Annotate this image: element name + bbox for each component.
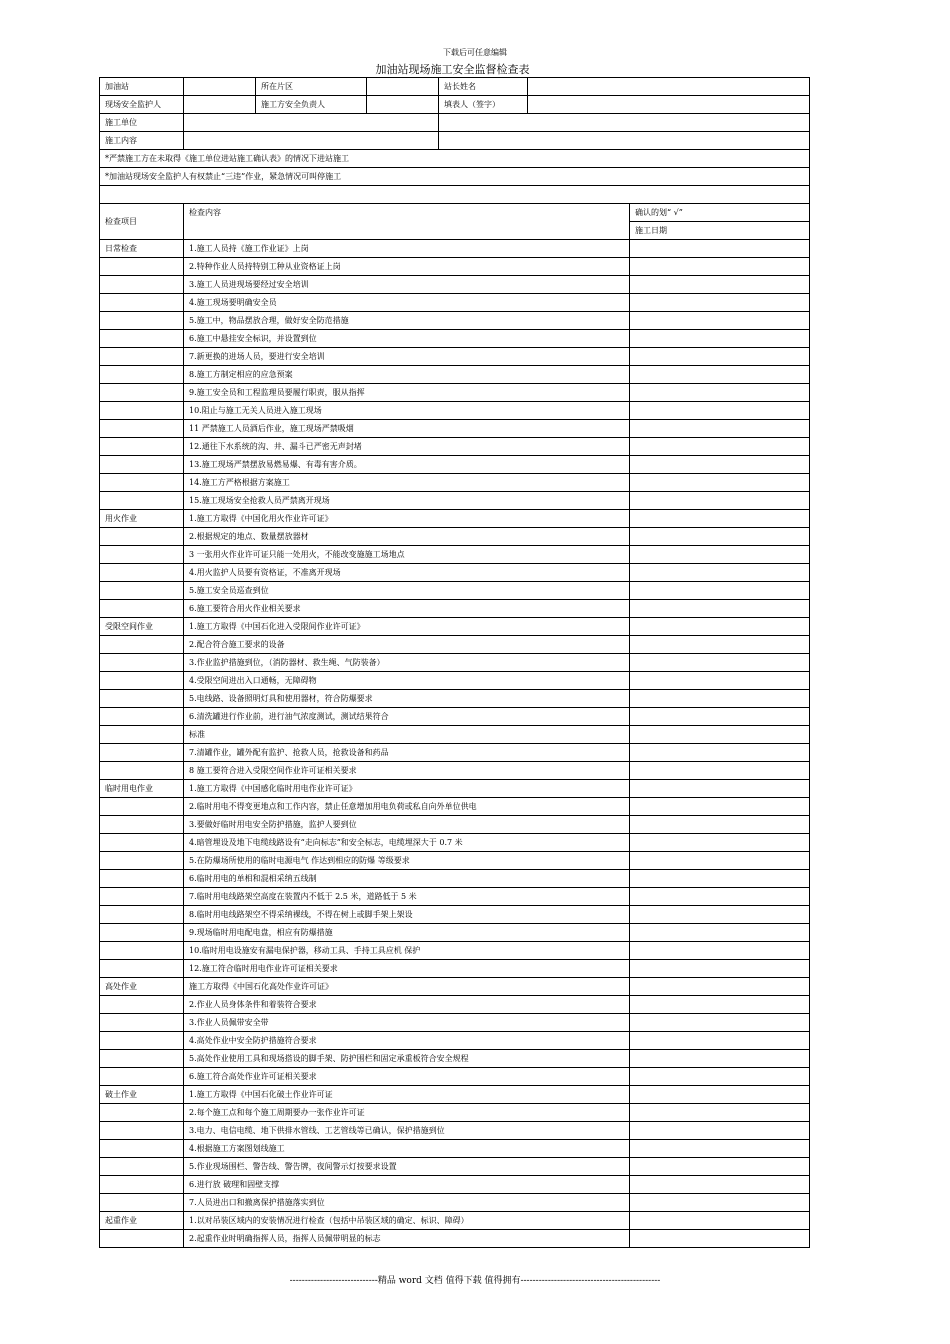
check-item: 5.电线路、设备照明灯具和使用器材，符合防爆要求 [184, 690, 630, 708]
check-item: 1.施工方取得《中国感化临时用电作业许可证》 [184, 780, 630, 798]
section-cell [100, 708, 184, 726]
table-row [100, 438, 810, 456]
confirm-cell[interactable] [630, 1050, 810, 1068]
confirm-cell[interactable] [630, 888, 810, 906]
confirm-cell[interactable] [630, 348, 810, 366]
table-row [100, 1032, 810, 1050]
check-item: 1.施工人员持《施工作业证》上岗 [184, 240, 630, 258]
check-item: 4.受限空间进出入口通畅，无障碍物 [184, 672, 630, 690]
table-row [100, 1050, 810, 1068]
table-row [100, 258, 810, 276]
table-row [100, 474, 810, 492]
confirm-cell[interactable] [630, 1230, 810, 1248]
check-item: 3.施工人员进现场要经过安全培训 [184, 276, 630, 294]
check-item: 标准 [184, 726, 630, 744]
document-title: 加油站现场施工安全监督检查表 [375, 63, 530, 76]
table-row [100, 726, 810, 744]
table-row [100, 312, 810, 330]
section-cell [100, 1032, 184, 1050]
confirm-cell[interactable] [630, 1158, 810, 1176]
check-item: 14.施工方严格根据方案施工 [184, 474, 630, 492]
confirm-cell[interactable] [630, 870, 810, 888]
check-item: 6.施工中悬挂安全标识，并设置到位 [184, 330, 630, 348]
spacer-row [100, 186, 810, 204]
check-item: 5.施工中，物品摆放合理，做好安全防范措施 [184, 312, 630, 330]
section-cell [100, 492, 184, 510]
content-label: 施工内容 [100, 132, 184, 150]
check-item: 10.临时用电设施安有漏电保护器，移动工具、手持工具应机 保护 [184, 942, 630, 960]
table-row [100, 1014, 810, 1032]
section-cell [100, 312, 184, 330]
confirm-cell[interactable] [630, 960, 810, 978]
check-item: 1.施工方取得《中国化用火作业许可证》 [184, 510, 630, 528]
column-header-item: 检查项目 [100, 204, 184, 240]
table-row [100, 294, 810, 312]
table-row [100, 1176, 810, 1194]
check-item: 6.进行放 破理和固壁支撑 [184, 1176, 630, 1194]
confirm-cell[interactable] [630, 1032, 810, 1050]
confirm-cell[interactable] [630, 1104, 810, 1122]
confirm-cell[interactable] [630, 924, 810, 942]
check-item: 6.施工符合高处作业许可证相关要求 [184, 1068, 630, 1086]
confirm-cell[interactable] [630, 852, 810, 870]
check-item: 4.根据施工方案图划线施工 [184, 1140, 630, 1158]
confirm-cell[interactable] [630, 600, 810, 618]
table-row [100, 906, 810, 924]
confirm-cell[interactable] [630, 636, 810, 654]
check-item: 1.施工方取得《中国石化破土作业许可证 [184, 1086, 630, 1104]
section-name: 受限空间作业 [100, 618, 184, 636]
section-cell [100, 1050, 184, 1068]
unit-value[interactable] [184, 114, 439, 132]
check-item: 4.施工现场要明确安全员 [184, 294, 630, 312]
table-row [100, 636, 810, 654]
content-value[interactable] [184, 132, 439, 150]
section-cell [100, 996, 184, 1014]
footer-text: -----------------------------精品 word 文档 值得下载 值得拥有---------------------------------------------- [289, 1276, 661, 1286]
check-item: 3.作业人员佩带安全带 [184, 1014, 630, 1032]
section-cell [100, 564, 184, 582]
table-row [100, 942, 810, 960]
check-item: 7.临时用电线路架空高度在装置内不低于 2.5 米，道路低于 5 米 [184, 888, 630, 906]
confirm-cell[interactable] [630, 312, 810, 330]
table-row [100, 402, 810, 420]
check-item: 6.清洗罐进行作业前，进行油气浓度测试，测试结果符合 [184, 708, 630, 726]
table-row [100, 816, 810, 834]
section-cell [100, 366, 184, 384]
table-row [100, 708, 810, 726]
confirm-cell[interactable] [630, 402, 810, 420]
check-item: 3.要做好临时用电安全防护措施，监护人要到位 [184, 816, 630, 834]
section-cell [100, 276, 184, 294]
table-row [100, 420, 810, 438]
column-header-confirm: 确认的划“ √” [630, 204, 810, 222]
check-item: 12.施工符合临时用电作业许可证相关要求 [184, 960, 630, 978]
check-item: 8.施工方制定相应的应急预案 [184, 366, 630, 384]
section-cell [100, 762, 184, 780]
check-item: 7.清罐作业，罐外配有监护、抢救人员，抢救设备和药品 [184, 744, 630, 762]
table-row [100, 1194, 810, 1212]
section-cell [100, 582, 184, 600]
table-row [100, 744, 810, 762]
section-cell [100, 600, 184, 618]
table-row [100, 960, 810, 978]
table-row [100, 510, 810, 528]
section-cell [100, 1176, 184, 1194]
section-name: 高处作业 [100, 978, 184, 996]
filler-label: 填表人（签字） [439, 96, 528, 114]
contractor-safety-value[interactable] [367, 96, 439, 114]
table-row [100, 780, 810, 798]
confirm-cell[interactable] [630, 1068, 810, 1086]
confirm-cell[interactable] [630, 492, 810, 510]
section-cell [100, 798, 184, 816]
confirm-cell[interactable] [630, 726, 810, 744]
confirm-cell[interactable] [630, 582, 810, 600]
table-row [100, 672, 810, 690]
section-cell [100, 402, 184, 420]
confirm-cell[interactable] [630, 276, 810, 294]
section-cell [100, 1068, 184, 1086]
check-item: 2.作业人员身体条件和着装符合要求 [184, 996, 630, 1014]
check-item: 5.作业现场围栏、警告线、警告牌，夜间警示灯按要求设置 [184, 1158, 630, 1176]
confirm-cell[interactable] [630, 708, 810, 726]
section-cell [100, 726, 184, 744]
table-row [100, 492, 810, 510]
check-item: 5.高处作业使用工具和现场搭设的脚手架、防护围栏和固定承重板符合安全规程 [184, 1050, 630, 1068]
note-1: *严禁施工方在未取得《施工单位进站施工确认表》的情况下进站施工 [100, 150, 810, 168]
confirm-cell[interactable] [630, 330, 810, 348]
table-row [100, 798, 810, 816]
check-item: 10.阻止与施工无关人员进入施工现场 [184, 402, 630, 420]
confirm-cell[interactable] [630, 834, 810, 852]
check-item: 6.施工要符合用火作业相关要求 [184, 600, 630, 618]
section-cell [100, 654, 184, 672]
confirm-cell[interactable] [630, 1086, 810, 1104]
section-cell [100, 1230, 184, 1248]
section-cell [100, 258, 184, 276]
section-cell [100, 474, 184, 492]
check-item: 2.配合符合施工要求的设备 [184, 636, 630, 654]
check-item: 3.电力、电信电缆、地下供排水管线、工艺管线等已确认，保护措施到位 [184, 1122, 630, 1140]
confirm-cell[interactable] [630, 474, 810, 492]
section-cell [100, 528, 184, 546]
table-row [100, 528, 810, 546]
section-name: 临时用电作业 [100, 780, 184, 798]
section-cell [100, 420, 184, 438]
confirm-cell[interactable] [630, 1122, 810, 1140]
area-label: 所在片区 [256, 78, 367, 96]
table-row [100, 600, 810, 618]
confirm-cell[interactable] [630, 690, 810, 708]
confirm-cell[interactable] [630, 528, 810, 546]
table-row [100, 564, 810, 582]
check-item: 8.临时用电线路架空不得采纳裸线，不得在树上或脚手架上架设 [184, 906, 630, 924]
confirm-cell[interactable] [630, 258, 810, 276]
section-cell [100, 690, 184, 708]
section-cell [100, 888, 184, 906]
check-item: 11 严禁施工人员酒后作业，施工现场严禁吸烟 [184, 420, 630, 438]
confirm-cell[interactable] [630, 384, 810, 402]
check-item: 5.施工安全员巡查到位 [184, 582, 630, 600]
table-row [100, 546, 810, 564]
confirm-cell[interactable] [630, 996, 810, 1014]
section-cell [100, 870, 184, 888]
section-cell [100, 834, 184, 852]
confirm-cell[interactable] [630, 1014, 810, 1032]
monitor-label: 现场安全监护人 [100, 96, 184, 114]
confirm-cell[interactable] [630, 816, 810, 834]
check-item: 6.临时用电的单相和混相采纳五线制 [184, 870, 630, 888]
check-item: 7.人员进出口和撤离保护措施落实到位 [184, 1194, 630, 1212]
confirm-cell[interactable] [630, 510, 810, 528]
section-name: 日常检查 [100, 240, 184, 258]
confirm-cell[interactable] [630, 942, 810, 960]
section-name: 破土作业 [100, 1086, 184, 1104]
table-row [100, 834, 810, 852]
confirm-cell[interactable] [630, 1212, 810, 1230]
table-row [100, 690, 810, 708]
section-cell [100, 636, 184, 654]
manager-label: 站长姓名 [439, 78, 528, 96]
check-item: 15.施工现场安全抢救人员严禁离开现场 [184, 492, 630, 510]
confirm-cell[interactable] [630, 618, 810, 636]
table-row [100, 1140, 810, 1158]
section-cell [100, 1014, 184, 1032]
section-cell [100, 960, 184, 978]
confirm-cell[interactable] [630, 420, 810, 438]
confirm-cell[interactable] [630, 906, 810, 924]
section-cell [100, 438, 184, 456]
column-header-content: 检查内容 [184, 204, 630, 240]
section-cell [100, 1158, 184, 1176]
table-row [100, 996, 810, 1014]
content-extra[interactable] [439, 132, 810, 150]
monitor-value[interactable] [184, 96, 256, 114]
section-cell [100, 294, 184, 312]
table-row [100, 654, 810, 672]
section-cell [100, 1140, 184, 1158]
unit-label: 施工单位 [100, 114, 184, 132]
confirm-cell[interactable] [630, 762, 810, 780]
area-value[interactable] [367, 78, 439, 96]
contractor-safety-label: 施工方安全负责人 [256, 96, 367, 114]
confirm-cell[interactable] [630, 1176, 810, 1194]
table-row [100, 384, 810, 402]
check-item: 9.施工安全员和工程监理员要履行职责，服从指挥 [184, 384, 630, 402]
confirm-cell[interactable] [630, 978, 810, 996]
confirm-cell[interactable] [630, 438, 810, 456]
check-item: 9.现场临时用电配电盘，相应有防爆措施 [184, 924, 630, 942]
section-name: 起重作业 [100, 1212, 184, 1230]
check-item: 8 施工要符合进入受限空间作业许可证相关要求 [184, 762, 630, 780]
check-item: 4.用火监护人员要有资格证，不准离开现场 [184, 564, 630, 582]
check-item: 12.通往下水系统的沟、井、漏斗已严密无声封堵 [184, 438, 630, 456]
table-row [100, 582, 810, 600]
check-item: 1.施工方取得《中国石化进入受限间作业许可证》 [184, 618, 630, 636]
section-cell [100, 546, 184, 564]
confirm-cell[interactable] [630, 798, 810, 816]
check-item: 4.高处作业中安全防护措施符合要求 [184, 1032, 630, 1050]
table-row [100, 330, 810, 348]
check-item: 7.新更换的进场人员，要进行安全培训 [184, 348, 630, 366]
section-cell [100, 852, 184, 870]
confirm-cell[interactable] [630, 780, 810, 798]
confirm-cell[interactable] [630, 564, 810, 582]
section-cell [100, 906, 184, 924]
table-row [100, 888, 810, 906]
table-row [100, 1230, 810, 1248]
unit-extra[interactable] [439, 114, 810, 132]
top-note: 下载后可任意编辑 [443, 48, 507, 57]
inspection-table [99, 77, 810, 1248]
check-item: 2.起重作业时明确指挥人员，指挥人员佩带明显的标志 [184, 1230, 630, 1248]
section-cell [100, 330, 184, 348]
station-value[interactable] [184, 78, 256, 96]
section-cell [100, 672, 184, 690]
note-2: *加油站现场安全监护人有权禁止“三违”作业，紧急情况可叫停施工 [100, 168, 810, 186]
table-row [100, 1122, 810, 1140]
confirm-cell[interactable] [630, 546, 810, 564]
check-item: 4.暗管埋设及地下电缆线路设有“走向标志”和安全标志，电缆埋深大于 0.7 米 [184, 834, 630, 852]
table-row [100, 456, 810, 474]
check-item: 3 一张用火作业许可证只能一处用火，不能改变施施工场地点 [184, 546, 630, 564]
table-row [100, 1212, 810, 1230]
check-item: 2.临时用电不得变更地点和工作内容，禁止任意增加用电负荷或私自向外单位供电 [184, 798, 630, 816]
section-cell [100, 744, 184, 762]
check-item: 2.特种作业人员持特别工种从业资格证上岗 [184, 258, 630, 276]
check-item: 1.以对吊装区域内的安装情况进行检查（包括中吊装区域的确定、标识、障碍） [184, 1212, 630, 1230]
check-item: 2.根据规定的地点、数量摆放器材 [184, 528, 630, 546]
table-row [100, 240, 810, 258]
check-item: 13.施工现场严禁摆放易燃易爆、有毒有害介质。 [184, 456, 630, 474]
section-cell [100, 1122, 184, 1140]
manager-value[interactable] [528, 78, 810, 96]
table-row [100, 1104, 810, 1122]
check-item: 3.作业监护措施到位，（消防器材、救生绳、气防装备） [184, 654, 630, 672]
check-item: 施工方取得《中国石化高处作业许可证》 [184, 978, 630, 996]
confirm-cell[interactable] [630, 366, 810, 384]
confirm-cell[interactable] [630, 456, 810, 474]
section-cell [100, 816, 184, 834]
section-cell [100, 924, 184, 942]
table-row [100, 1068, 810, 1086]
filler-value[interactable] [528, 96, 810, 114]
section-cell [100, 1104, 184, 1122]
table-row [100, 924, 810, 942]
column-header-date: 施工日期 [630, 222, 810, 240]
section-cell [100, 348, 184, 366]
table-row [100, 276, 810, 294]
table-row [100, 618, 810, 636]
table-row [100, 978, 810, 996]
confirm-cell[interactable] [630, 294, 810, 312]
section-cell [100, 1194, 184, 1212]
table-row [100, 348, 810, 366]
table-row [100, 366, 810, 384]
check-item: 5.在防爆场所使用的临时电源电气 作达到相应的防爆 等级要求 [184, 852, 630, 870]
confirm-cell[interactable] [630, 654, 810, 672]
table-row [100, 1158, 810, 1176]
table-row [100, 852, 810, 870]
section-cell [100, 384, 184, 402]
confirm-cell[interactable] [630, 672, 810, 690]
confirm-cell[interactable] [630, 744, 810, 762]
table-row [100, 1086, 810, 1104]
confirm-cell[interactable] [630, 1194, 810, 1212]
check-item: 2.每个施工点和每个施工周期要办一张作业许可证 [184, 1104, 630, 1122]
section-cell [100, 456, 184, 474]
confirm-cell[interactable] [630, 1140, 810, 1158]
table-row [100, 870, 810, 888]
table-row [100, 762, 810, 780]
section-cell [100, 942, 184, 960]
confirm-cell[interactable] [630, 240, 810, 258]
section-name: 用火作业 [100, 510, 184, 528]
station-label: 加油站 [100, 78, 184, 96]
